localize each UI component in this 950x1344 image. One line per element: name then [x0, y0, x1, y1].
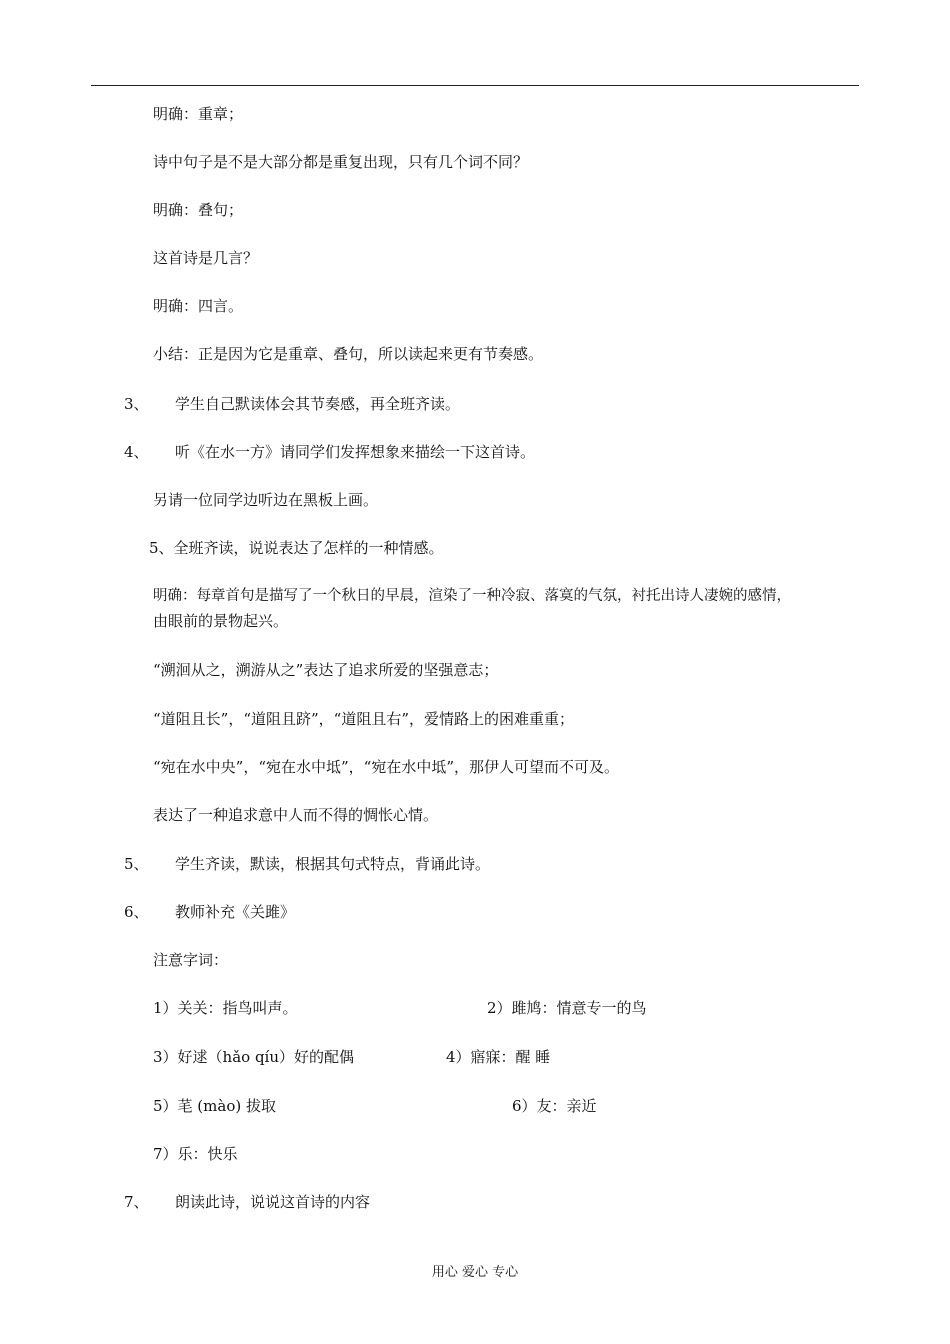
list-text: 朗读此诗，说说这首诗的内容 [175, 1193, 371, 1211]
text-line: 由眼前的景物起兴。 [153, 612, 289, 630]
list-number: 7、 [124, 1193, 149, 1211]
list-number: 4、 [124, 443, 149, 461]
text-line: 明确：重章； [153, 105, 244, 123]
text-line: 明确：四言。 [153, 297, 244, 315]
text-line: 注意字词： [153, 951, 229, 969]
word-entry: 6）友：亲近 [512, 1097, 597, 1115]
list-text: 学生自己默读体会其节奏感，再全班齐读。 [175, 395, 461, 413]
list-text: 教师补充《关雎》 [175, 903, 296, 921]
text-line: 另请一位同学边听边在黑板上画。 [153, 491, 379, 509]
list-text: 学生齐读，默读，根据其句式特点，背诵此诗。 [175, 855, 491, 873]
list-text: 听《在水一方》请同学们发挥想象来描绘一下这首诗。 [175, 443, 536, 461]
text-line: 明确：每章首句是描写了一个秋日的早晨，渲染了一种冷寂、落寞的气氛，衬托出诗人凄婉的感情， [153, 588, 791, 604]
text-line: 小结：正是因为它是重章、叠句，所以读起来更有节奏感。 [153, 345, 544, 363]
text-line: “道阻且长”，“道阻且跻”，“道阻且右”，爱情路上的困难重重； [153, 710, 575, 728]
word-entry: 3）好逑（hǎo qíu）好的配偶 [153, 1048, 355, 1066]
text-line: 表达了一种追求意中人而不得的惆怅心情。 [153, 806, 439, 824]
text-line: 这首诗是几言？ [153, 249, 259, 267]
word-entry: 7）乐：快乐 [153, 1145, 238, 1163]
word-entry: 2）雎鸠：情意专一的鸟 [487, 999, 647, 1017]
text-line: 5、全班齐读，说说表达了怎样的一种情感。 [149, 539, 444, 557]
text-line: “溯洄从之，溯游从之”表达了追求所爱的坚强意志； [153, 661, 499, 679]
list-number: 6、 [124, 903, 149, 921]
text-line: 明确：叠句； [153, 201, 244, 219]
list-number: 3、 [124, 395, 149, 413]
header-rule [91, 85, 859, 86]
word-entry: 4）寤寐：醒 睡 [446, 1048, 551, 1066]
page-footer: 用心 爱心 专心 [431, 1265, 519, 1280]
text-line: “宛在水中央”，“宛在水中坻”，“宛在水中坻”，那伊人可望而不可及。 [153, 758, 620, 776]
word-entry: 1）关关：指鸟叫声。 [153, 999, 298, 1017]
list-number: 5、 [124, 855, 149, 873]
word-entry: 5）芼 (mào) 拔取 [153, 1097, 276, 1115]
text-line: 诗中句子是不是大部分都是重复出现，只有几个词不同？ [153, 153, 529, 171]
